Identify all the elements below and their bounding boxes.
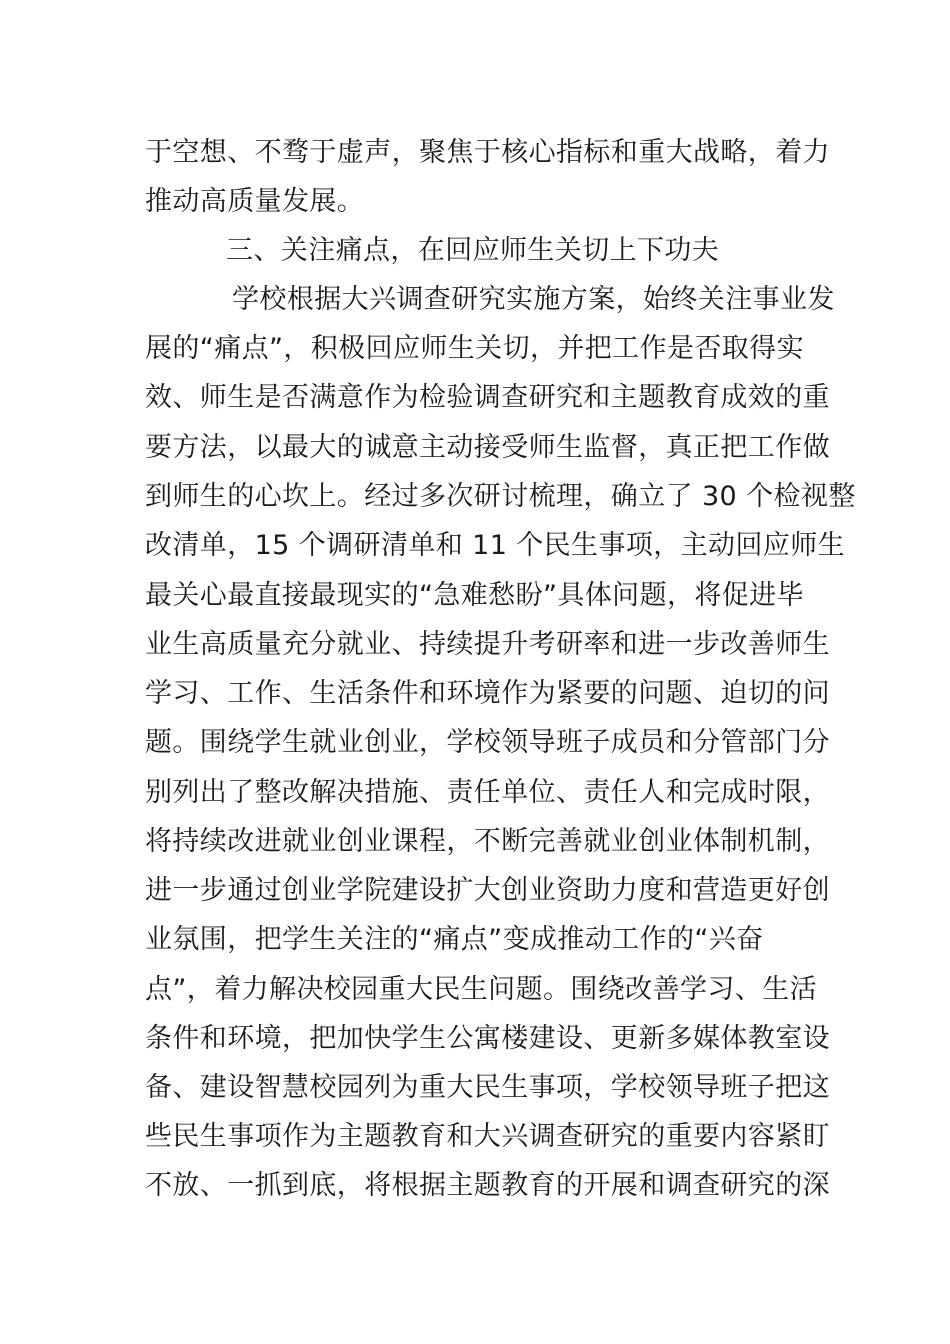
text-line-7: 要方法，以最大的诚意主动接受师生监督，真正把工作做: [145, 432, 830, 463]
text-line-10: 最关心最直接最现实的“急难愁盼”具体问题，将促进毕: [145, 580, 804, 611]
text-line-8: 到师生的心坎上。经过多次研讨梳理，确立了 30 个检视整: [145, 481, 856, 512]
text-line-21: 些民生事项作为主题教育和大兴调查研究的重要内容紧盯: [145, 1121, 830, 1152]
text-line-20: 备、建设智慧校园列为重大民生事项，学校领导班子把这: [145, 1072, 830, 1103]
text-line-5: 展的“痛点”，积极回应师生关切，并把工作是否取得实: [145, 333, 804, 364]
text-line-12: 学习、工作、生活条件和环境作为紧要的问题、迫切的问: [145, 678, 830, 709]
text-line-22: 不放、一抓到底，将根据主题教育的开展和调查研究的深: [145, 1170, 830, 1201]
text-line-4: 学校根据大兴调查研究实施方案，始终关注事业发: [232, 284, 835, 315]
text-line-13: 题。围绕学生就业创业，学校领导班子成员和分管部门分: [145, 727, 830, 758]
text-line-17: 业氛围，把学生关注的“痛点”变成推动工作的“兴奋: [145, 924, 764, 955]
section-heading: 三、关注痛点，在回应师生关切上下功夫: [226, 235, 720, 266]
text-line-6: 效、师生是否满意作为检验调查研究和主题教育成效的重: [145, 382, 830, 413]
text-line-18: 点”，着力解决校园重大民生问题。围绕改善学习、生活: [145, 974, 817, 1005]
text-line-1: 于空想、不骛于虚声，聚焦于核心指标和重大战略，着力: [145, 137, 830, 168]
text-line-14: 别列出了整改解决措施、责任单位、责任人和完成时限，: [145, 777, 830, 808]
text-line-19: 条件和环境，把加快学生公寓楼建设、更新多媒体教室设: [145, 1023, 830, 1054]
text-line-2: 推动高质量发展。: [145, 186, 365, 217]
text-line-15: 将持续改进就业创业课程，不断完善就业创业体制机制，: [145, 826, 830, 857]
text-line-16: 进一步通过创业学院建设扩大创业资助力度和营造更好创: [145, 875, 830, 906]
text-line-11: 业生高质量充分就业、持续提升考研率和进一步改善师生: [145, 629, 830, 660]
text-line-9: 改清单，15 个调研清单和 11 个民生事项，主动回应师生: [145, 530, 846, 561]
